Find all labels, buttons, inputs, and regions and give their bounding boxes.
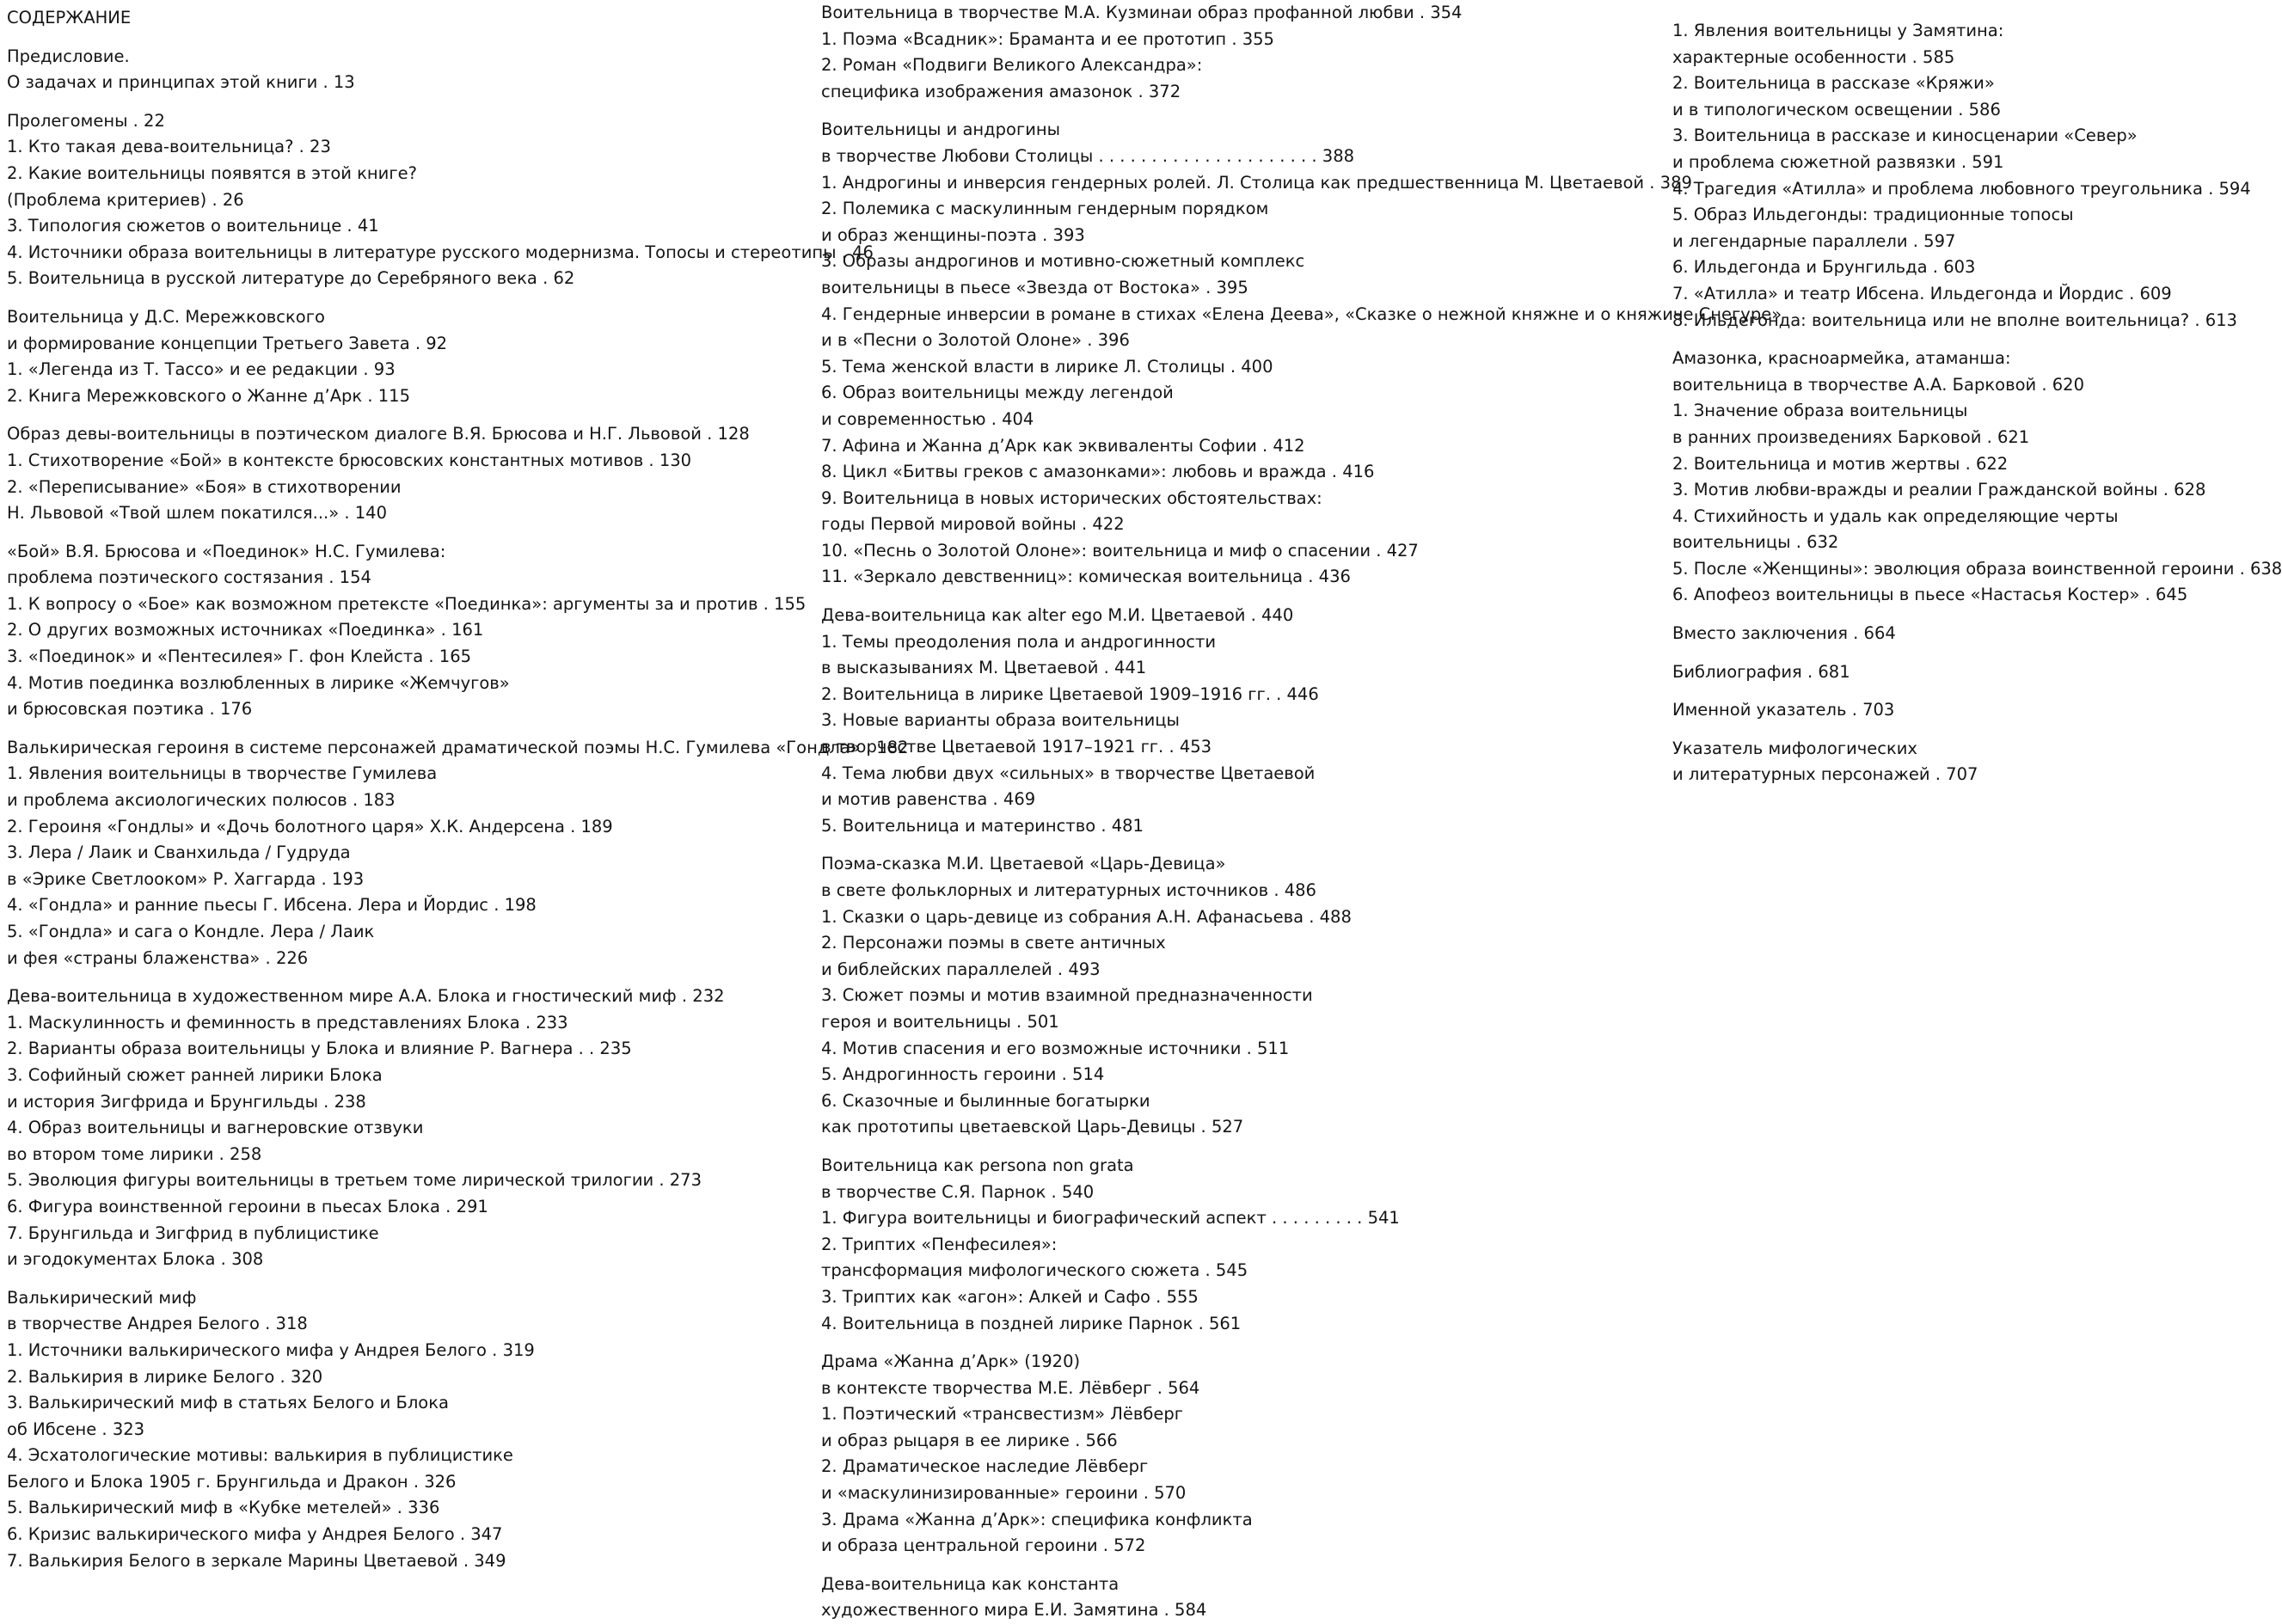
toc-entry: 2. Варианты образа воительницы у Блока и влияние Р. Вагнера . . 235 — [7, 1039, 632, 1059]
toc-section-title: Валькирическая героиня в системе персонажей драматической поэмы Н.С. Гумилева «Гондла» . 182 — [7, 737, 909, 757]
toc-entry: 3. Образы андрогинов и мотивно-сюжетный комплекс — [821, 251, 1305, 272]
toc-entry: героя и воительницы . 501 — [821, 1011, 1059, 1032]
toc-section — [7, 1285, 807, 1575]
toc-entry: и проблема сюжетной развязки . 591 — [1672, 151, 2004, 172]
toc-section — [7, 304, 807, 409]
toc-section — [7, 539, 807, 723]
toc-entry: 6. Апофеоз воительницы в пьесе «Настасья Костер» . 645 — [1672, 585, 2188, 605]
toc-section-title: Амазонка, красноармейка, атаманша: — [1672, 348, 2011, 369]
toc-entry: в «Эрике Светлооком» Р. Хаггарда . 193 — [7, 868, 365, 889]
toc-entry: в творчестве Любови Столицы . . . . . . . . . . . . . . . . . . . . . 388 — [821, 145, 1355, 166]
toc-entry: 4. Воительница в поздней лирике Парнок . 561 — [821, 1313, 1242, 1333]
toc-entry: и современностью . 404 — [821, 408, 1034, 429]
toc-section-title: Дева-воительница как константа — [821, 1573, 1120, 1594]
toc-section — [1672, 18, 2251, 334]
toc-section-title: Образ девы-воительницы в поэтическом диалоге В.Я. Брюсова и Н.Г. Львовой . 128 — [7, 424, 750, 444]
toc-entry: 6. Ильдегонда и Брунгильда . 603 — [1672, 257, 1976, 278]
toc-section — [7, 421, 807, 526]
toc-heading: СОДЕРЖАНИЕ — [7, 8, 132, 28]
toc-column-3 — [1672, 18, 2282, 788]
toc-section-title: Драма «Жанна д’Арк» (1920) — [821, 1351, 1081, 1372]
toc-entry: в творчестве С.Я. Парнок . 540 — [821, 1181, 1095, 1202]
toc-section-title: Указатель мифологических — [1672, 738, 1917, 758]
toc-entry: и образ рыцаря в ее лирике . 566 — [821, 1430, 1118, 1450]
toc-section-title: Именной указатель . 703 — [1672, 700, 1895, 720]
toc-entry: 4. Трагедия «Атилла» и проблема любовного треугольника . 594 — [1672, 178, 2251, 199]
toc-entry: 3. Софийный сюжет ранней лирики Блока — [7, 1064, 383, 1085]
toc-entry: Белого и Блока 1905 г. Брунгильда и Дракон . 326 — [7, 1471, 457, 1492]
toc-entry: 1. Поэма «Всадник»: Браманта и ее прототип . 355 — [821, 28, 1274, 49]
toc-entry: (Проблема критериев) . 26 — [7, 189, 244, 210]
toc-entry: в высказываниях М. Цветаевой . 441 — [821, 658, 1147, 678]
toc-entry: специфика изображения амазонок . 372 — [821, 81, 1181, 101]
toc-section — [1672, 659, 2197, 686]
toc-entry: 5. Воительница в русской литературе до Серебряного века . 62 — [7, 268, 575, 289]
toc-entry: 3. Новые варианты образа воительницы — [821, 710, 1180, 731]
toc-entry: 2. «Переписывание» «Боя» в стихотворении — [7, 476, 402, 497]
toc-entry: Н. Львовой «Твой шлем покатился...» . 140 — [7, 503, 387, 524]
toc-section — [7, 735, 909, 971]
toc-entry: 5. Воительница и материнство . 481 — [821, 815, 1144, 836]
toc-entry: 1. Явления воительницы в творчестве Гумилева — [7, 763, 438, 784]
toc-entry: 1. Поэтический «трансвестизм» Лёвберг — [821, 1404, 1184, 1425]
toc-entry: 4. Источники образа воительницы в литературе русского модернизма. Топосы и стереотипы . 46 — [7, 242, 874, 262]
toc-entry: 4. Мотив спасения и его возможные источники . 511 — [821, 1038, 1290, 1058]
toc-entry: 3. Типология сюжетов о воительнице . 41 — [7, 216, 379, 236]
toc-entry: 4. Тема любви двух «сильных» в творчестве Цветаевой — [821, 763, 1316, 783]
toc-entry: 6. Кризис валькирического мифа у Андрея Белого . 347 — [7, 1524, 503, 1545]
toc-entry: 8. Цикл «Битвы греков с амазонками»: любовь и вражда . 416 — [821, 462, 1375, 482]
toc-entry: как прототипы цветаевской Царь-Девицы . 527 — [821, 1117, 1244, 1137]
toc-entry: 5. «Гондла» и сага о Кондле. Лера / Лаик — [7, 922, 375, 941]
toc-section-title: Воительница как persona non grata — [821, 1155, 1134, 1175]
toc-section-title: 1. Явления воительницы у Замятина: — [1672, 21, 2004, 40]
toc-entry: 1. Стихотворение «Бой» в контексте брюсовских константных мотивов . 130 — [7, 450, 692, 470]
toc-entry: 3. Валькирический миф в статьях Белого и Блока — [7, 1393, 449, 1413]
toc-entry: 3. «Поединок» и «Пентесилея» Г. фон Клейста . 165 — [7, 647, 472, 667]
toc-column-1 — [7, 5, 909, 1574]
toc-section-title: Дева-воительница в художественном мире А.А. Блока и гностический миф . 232 — [7, 986, 725, 1007]
toc-entry: об Ибсене . 323 — [7, 1419, 145, 1439]
toc-entry: 7. Афина и Жанна д’Арк как эквиваленты Софии . 412 — [821, 435, 1305, 456]
toc-entry: и легендарные параллели . 597 — [1672, 230, 1956, 251]
toc-section — [821, 1572, 1647, 1624]
toc-entry: 5. Андрогинность героини . 514 — [821, 1064, 1105, 1085]
toc-entry: 7. Валькирия Белого в зеркале Марины Цветаевой . 349 — [7, 1550, 506, 1571]
toc-entry: 7. Брунгильда и Зигфрид в публицистике — [7, 1223, 379, 1243]
toc-entry: 1. Темы преодоления пола и андрогинности — [821, 631, 1217, 652]
toc-entry: О задачах и принципах этой книги . 13 — [7, 72, 355, 93]
toc-entry: воительница в творчестве А.А. Барковой . 620 — [1672, 374, 2084, 395]
toc-section — [821, 603, 1647, 839]
toc-entry: 9. Воительница в новых исторических обстоятельствах: — [821, 487, 1322, 508]
toc-section — [821, 1349, 1647, 1560]
toc-section — [1672, 621, 2197, 647]
toc-section-title: Дева-воительница как alter ego М.И. Цветаевой . 440 — [821, 605, 1294, 626]
toc-section — [7, 984, 807, 1273]
toc-entry: проблема поэтического состязания . 154 — [7, 567, 371, 588]
toc-entry: и мотив равенства . 469 — [821, 789, 1036, 810]
toc-entry: воительницы в пьесе «Звезда от Востока» . 395 — [821, 277, 1248, 297]
toc-entry: 5. После «Женщины»: эволюция образа воинственной героини . 638 — [1672, 558, 2282, 579]
toc-entry: и в «Песни о Золотой Олоне» . 396 — [821, 330, 1130, 351]
toc-entry: 2. Персонажи поэмы в свете античных — [821, 933, 1166, 953]
toc-entry: 4. Стихийность и удаль как определяющие черты — [1672, 506, 2119, 526]
toc-entry: 1. Кто такая дева-воительница? . 23 — [7, 137, 331, 157]
toc-entry: 2. Триптих «Пенфесилея»: — [821, 1234, 1058, 1254]
toc-entry: 4. «Гондла» и ранние пьесы Г. Ибсена. Лера и Йордис . 198 — [7, 895, 537, 916]
toc-entry: 3. Лера / Лаик и Сванхильда / Гудруда — [7, 843, 351, 863]
toc-entry: 2. Драматическое наследие Лёвберг — [821, 1456, 1149, 1477]
toc-entry: и в типологическом освещении . 586 — [1672, 99, 2001, 120]
toc-entry: и библейских параллелей . 493 — [821, 959, 1101, 979]
toc-entry: 3. Триптих как «агон»: Алкей и Сафо . 555 — [821, 1286, 1199, 1307]
toc-section-title: Вместо заключения . 664 — [1672, 623, 1896, 644]
toc-entry: 2. Роман «Подвиги Великого Александра»: — [821, 55, 1203, 76]
toc-entry: в свете фольклорных и литературных источников . 486 — [821, 880, 1316, 900]
toc-entry: 4. Гендерные инверсии в романе в стихах «Елена Деева», «Сказке о нежной княжне и о княжиче Снегуре» — [821, 303, 1782, 324]
toc-entry: характерные особенности . 585 — [1672, 46, 1955, 67]
toc-section — [821, 851, 1647, 1141]
toc-entry: 5. Валькирический миф в «Кубке метелей» . 336 — [7, 1498, 440, 1518]
toc-section-title: Поэма-сказка М.И. Цветаевой «Царь-Девица» — [821, 854, 1226, 874]
toc-section-title: «Бой» В.Я. Брюсова и «Поединок» Н.С. Гумилева: — [7, 541, 446, 561]
toc-entry: 1. Источники валькирического мифа у Андрея Белого . 319 — [7, 1339, 535, 1360]
toc-section — [7, 44, 807, 96]
toc-section — [821, 0, 1647, 105]
toc-entry: 5. Образ Ильдегонды: традиционные топосы — [1672, 205, 2074, 225]
toc-entry: во втором томе лирики . 258 — [7, 1143, 262, 1164]
toc-entry: и эгодокументах Блока . 308 — [7, 1249, 264, 1270]
toc-section-title: Воительницы и андрогины — [821, 120, 1061, 140]
toc-section-title: Предисловие. — [7, 46, 130, 66]
toc-entry: 8. Ильдегонда: воительница или не вполне воительница? . 613 — [1672, 309, 2237, 330]
toc-section — [1672, 697, 2197, 724]
toc-entry: и образ женщины-поэта . 393 — [821, 224, 1085, 245]
toc-entry: и история Зигфрида и Брунгильды . 238 — [7, 1091, 366, 1112]
toc-entry: 3. Мотив любви-вражды и реалии Гражданской войны . 628 — [1672, 480, 2206, 500]
toc-entry: 4. Образ воительницы и вагнеровские отзвуки — [7, 1118, 424, 1138]
toc-entry: 11. «Зеркало девственниц»: комическая воительница . 436 — [821, 567, 1351, 587]
toc-entry: 5. Тема женской власти в лирике Л. Столицы . 400 — [821, 356, 1273, 377]
toc-entry: 2. Книга Мережковского о Жанне д’Арк . 115 — [7, 385, 410, 406]
toc-section-title: Пролегомены . 22 — [7, 110, 165, 131]
toc-entry: и брюсовская поэтика . 176 — [7, 699, 253, 720]
toc-entry: 6. Фигура воинственной героини в пьесах Блока . 291 — [7, 1196, 488, 1216]
toc-section — [1672, 736, 2197, 788]
toc-section — [821, 1153, 1647, 1337]
toc-entry: 2. Какие воительницы появятся в этой книге? — [7, 162, 417, 183]
toc-entry: 2. Героиня «Гондлы» и «Дочь болотного царя» Х.К. Андерсена . 189 — [7, 816, 613, 837]
toc-entry: и фея «страны блаженства» . 226 — [7, 947, 309, 968]
toc-entry: 1. Сказки о царь-девице из собрания А.Н. Афанасьева . 488 — [821, 906, 1352, 927]
toc-section-title: Библиография . 681 — [1672, 661, 1850, 682]
toc-entry: и образа центральной героини . 572 — [821, 1535, 1146, 1556]
toc-section — [1672, 346, 2282, 609]
toc-entry: 4. Эсхатологические мотивы: валькирия в публицистике — [7, 1445, 513, 1466]
toc-entry: 1. Значение образа воительницы — [1672, 401, 1968, 421]
toc-entry: 1. Фигура воительницы и биографический аспект . . . . . . . . . 541 — [821, 1208, 1400, 1229]
toc-entry: 10. «Песнь о Золотой Олоне»: воительница и миф о спасении . 427 — [821, 540, 1419, 561]
toc-entry: и литературных персонажей . 707 — [1672, 764, 1978, 785]
toc-entry: 4. Мотив поединка возлюбленных в лирике «Жемчугов» — [7, 672, 510, 693]
toc-section — [7, 108, 874, 292]
toc-entry: 1. «Легенда из Т. Тассо» и ее редакции . 93 — [7, 359, 396, 380]
toc-entry: 6. Сказочные и былинные богатырки — [821, 1090, 1150, 1111]
toc-entry: 6. Образ воительницы между легендой — [821, 383, 1174, 403]
toc-entry: 2. Воительница и мотив жертвы . 622 — [1672, 453, 2009, 474]
toc-entry: 2. О других возможных источниках «Поединка» . 161 — [7, 620, 484, 640]
toc-entry: 3. Драма «Жанна д’Арк»: специфика конфликта — [821, 1509, 1253, 1529]
toc-entry: трансформация мифологического сюжета . 545 — [821, 1260, 1248, 1281]
toc-entry: 2. Воительница в рассказе «Кряжи» — [1672, 73, 1995, 94]
toc-entry: и формирование концепции Третьего Завета . 92 — [7, 333, 448, 353]
toc-entry: 1. Маскулинность и феминность в представлениях Блока . 233 — [7, 1012, 568, 1033]
toc-entry: в творчестве Цветаевой 1917–1921 гг. . 453 — [821, 737, 1212, 757]
toc-entry: воительницы . 632 — [1672, 532, 1839, 553]
toc-entry: 7. «Атилла» и театр Ибсена. Ильдегонда и Йордис . 609 — [1672, 283, 2172, 303]
toc-section-title: Воительница в творчестве М.А. Кузминаи образ профанной любви . 354 — [821, 3, 1463, 22]
toc-entry: 3. Воительница в рассказе и киносценарии «Север» — [1672, 126, 2138, 146]
toc-entry: и «маскулинизированные» героини . 570 — [821, 1483, 1187, 1504]
toc-entry: 2. Полемика с маскулинным гендерным порядком — [821, 199, 1269, 219]
toc-entry: художественного мира Е.И. Замятина . 584 — [821, 1600, 1207, 1621]
toc-entry: 5. Эволюция фигуры воительницы в третьем томе лирической трилогии . 273 — [7, 1170, 702, 1191]
toc-entry: годы Первой мировой войны . 422 — [821, 514, 1125, 535]
toc-entry: 1. Андрогины и инверсия гендерных ролей. Л. Столица как предшественница М. Цветаевой . 389 — [821, 172, 1692, 193]
toc-entry: 3. Сюжет поэмы и мотив взаимной предназначенности — [821, 985, 1313, 1006]
toc-entry: и проблема аксиологических полюсов . 183 — [7, 790, 396, 811]
toc-entry: в контексте творчества М.Е. Лёвберг . 564 — [821, 1377, 1200, 1398]
toc-entry: в ранних произведениях Барковой . 621 — [1672, 426, 2030, 447]
toc-entry: 2. Валькирия в лирике Белого . 320 — [7, 1366, 323, 1387]
toc-section-title: Валькирический миф — [7, 1287, 197, 1308]
toc-entry: в творчестве Андрея Белого . 318 — [7, 1314, 308, 1334]
toc-entry: 2. Воительница в лирике Цветаевой 1909–1916 гг. . 446 — [821, 683, 1319, 704]
toc-section-title: Воительница у Д.С. Мережковского — [7, 306, 325, 327]
toc-entry: 1. К вопросу о «Бое» как возможном претексте «Поединка»: аргументы за и против . 155 — [7, 593, 807, 614]
